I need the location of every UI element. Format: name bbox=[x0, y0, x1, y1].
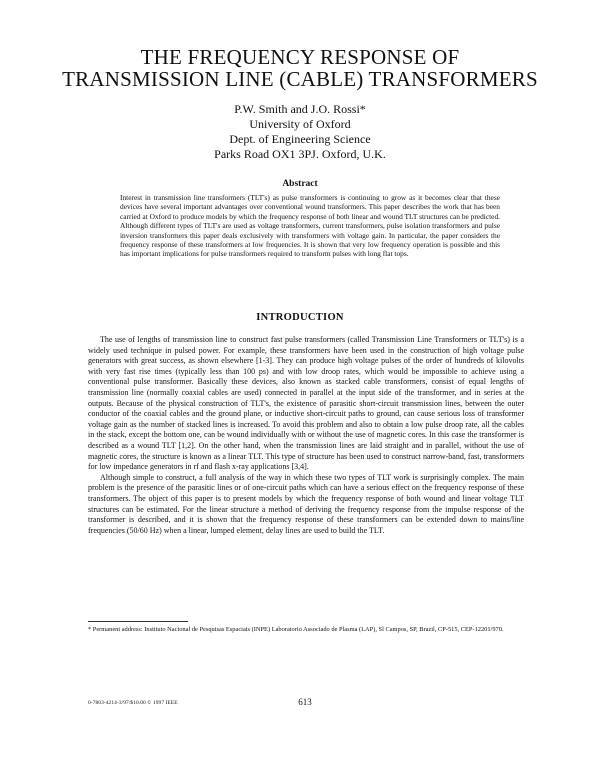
affiliation-department: Dept. of Engineering Science bbox=[229, 132, 371, 146]
author-block bbox=[150, 102, 450, 162]
page-number: 613 bbox=[298, 697, 312, 707]
author-names: P.W. Smith and J.O. Rossi* bbox=[234, 102, 366, 116]
isbn-line: 0-7803-4214-3/97/$10.00 © 1997 IEEE bbox=[88, 700, 178, 706]
title-line-2: TRANSMISSION LINE (CABLE) TRANSFORMERS bbox=[62, 67, 538, 91]
affiliation-address: Parks Road OX1 3PJ. Oxford, U.K. bbox=[214, 147, 386, 161]
footnote: * Permanent address: Instituto Nacional de Pesquisas Espaciais (INPE) Laboratorio Associado de Plasma (LAP), Sl Campos, SP, Brazil, CP-515, CEP-12201/970. bbox=[88, 626, 504, 633]
footnote-rule bbox=[88, 621, 188, 622]
abstract-heading: Abstract bbox=[282, 179, 318, 189]
title-line-1: THE FREQUENCY RESPONSE OF bbox=[140, 45, 460, 69]
affiliation-university: University of Oxford bbox=[249, 117, 351, 131]
paragraph-2: Although simple to construct, a full analysis of the way in which these two types of TLT work is surprisingly complex. The main problem is the presence of the parasitic lines or of one-circuit paths which can have a serious effect on the frequency response of these transformers. The object of this paper is to present models by which the frequency response of both wound and linear voltage TLT structures can be estimated. For the linear structure a method of deriving the frequency response from the impulse response of the transformer is described, and it is shown that the frequency response of these transformers can be extended down to mains/line frequencies (50/60 Hz) when a linear, lumped element, delay lines are used to build the TLT. bbox=[88, 472, 524, 535]
paragraph-1: The use of lengths of transmission line to construct fast pulse transformers (called Transmission Line Transformers or TLT's) is a widely used technique in pulsed power. For example, these transformers have been used in the construction of high voltage pulse generators with great success, as shown elsewhere [1-3]. They can produce high voltage pulses of the order of hundreds of kilovolts with very fast rise times (typically less than 100 ps) and with low droop rates, which would be impossible to achieve using a conventional pulse transformer. Basically these devices, also known as stacked cable transformers, consist of equal lengths of transmission line (normally coaxial cables are used) connected in parallel at the input side of the transformer, and in series at the outputs. Because of the physical construction of TLT's, the existence of parasitic short-circuit transmission lines, between the outer conductor of the coaxial cables and the ground plane, or inductive short-circuit paths to ground, can cause serious loss of transformer voltage gain as the number of stacked lines is increased. To avoid this problem and also to obtain a low pulse droop rate, all the cables in the stack, except the bottom one, can be wound individually with or without the use of magnetic cores. In this case the transformer is described as a wound TLT [1,2]. On the other hand, when the transmission lines are laid straight and in parallel, without the use of magnetic cores, the structure is known as a linear TLT. This type of structure has been used to construct narrow-band, fast, transformers for low impedance generators in rf and flash x-ray applications [3,4]. bbox=[88, 335, 524, 472]
section-heading-introduction: INTRODUCTION bbox=[256, 312, 344, 323]
introduction-body bbox=[88, 335, 524, 536]
abstract-text: Interest in transmission line transformers (TLT's) as pulse transformers is continuing to grow as it becomes clear that these devices have several important advantages over conventional wound transformers. This paper describes the work that has been carried at Oxford to produce models by which the frequency response of both linear and wound TLT structures can be predicted. Although different types of TLT's are used as voltage transformers, current transformers, pulse isolation transformers and pulse inversion transformers this paper deals exclusively with transformers with voltage gain. In particular, the paper considers the frequency response of these transformers at low frequencies. It is shown that very low frequency operation is possible and this has important implications for pulse transformers required to transform pulses with long flat tops. bbox=[120, 193, 500, 259]
